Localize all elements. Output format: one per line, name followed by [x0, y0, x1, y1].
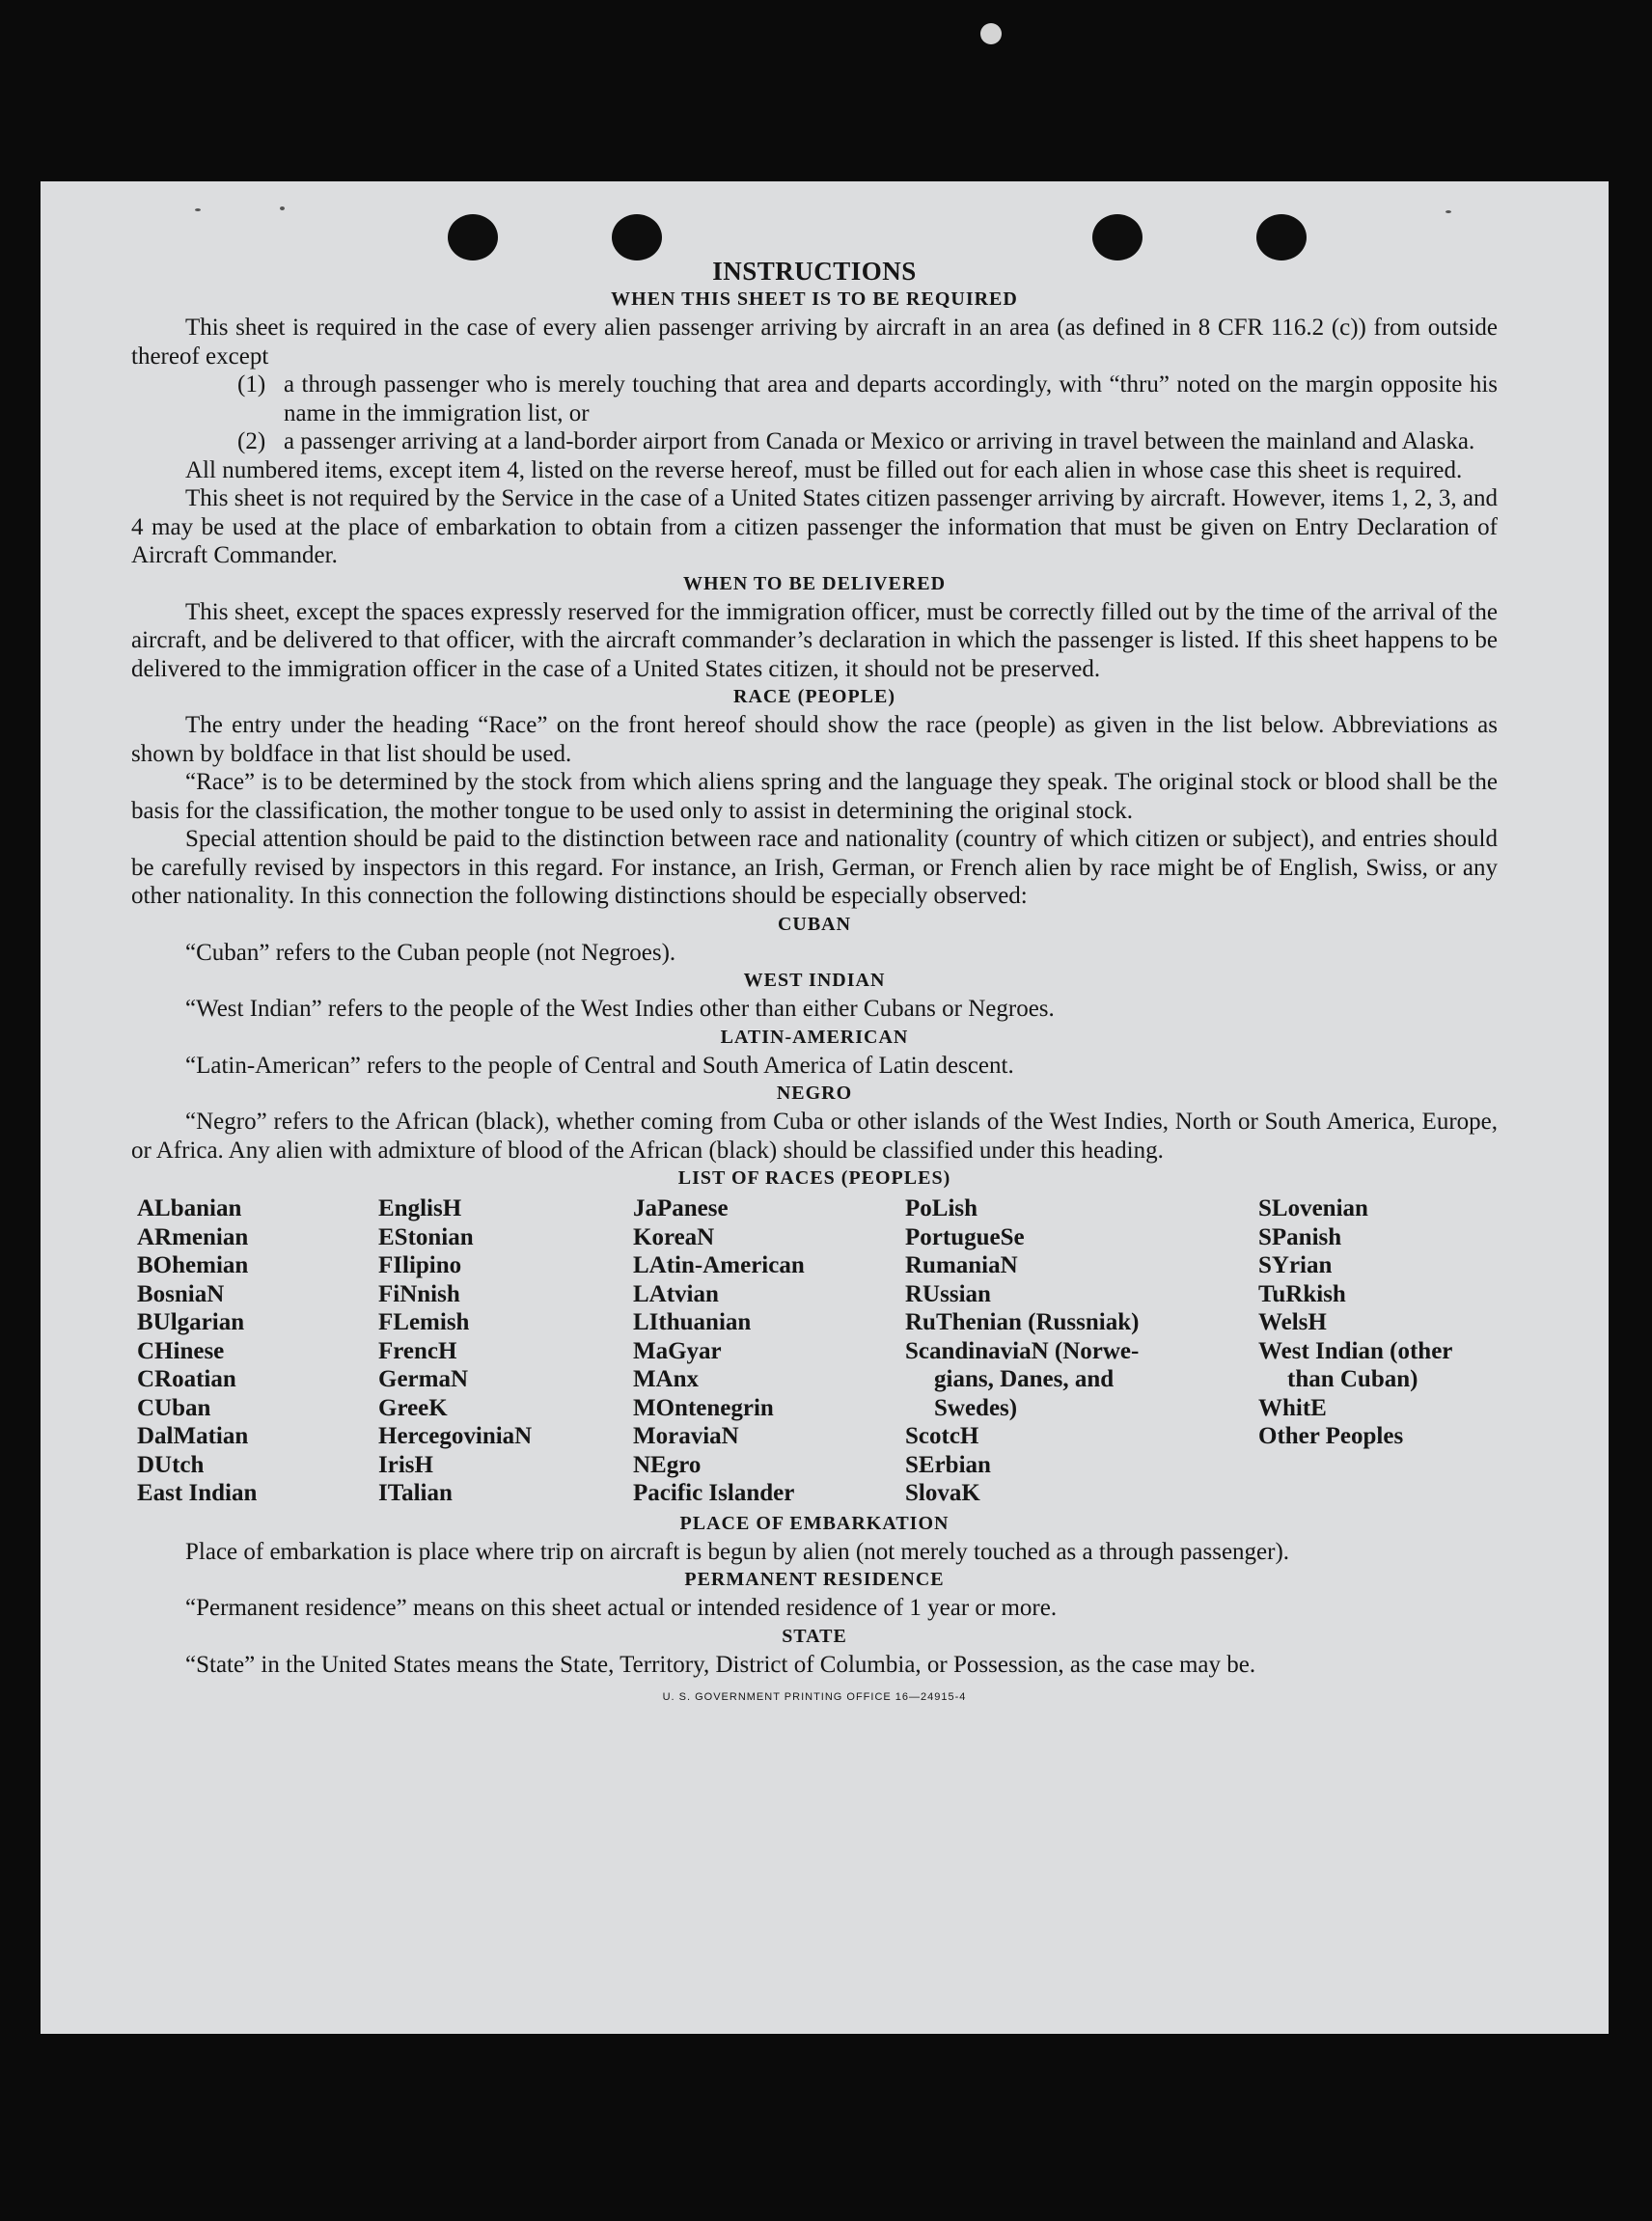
race-entry: WelsH: [1258, 1309, 1327, 1335]
race-entry: EStonian: [378, 1223, 474, 1250]
paragraph-cuban: “Cuban” refers to the Cuban people (not Negroes).: [185, 939, 676, 966]
race-entry: SYrian: [1258, 1252, 1333, 1278]
race-entry: MaGyar: [633, 1337, 722, 1364]
race-entry: SPanish: [1258, 1223, 1342, 1250]
race-entry: PoLish: [905, 1195, 978, 1221]
race-entry: ALbanian: [137, 1195, 242, 1221]
race-entry: HercegoviniaN: [378, 1423, 533, 1449]
section-heading-negro: NEGRO: [776, 1083, 853, 1104]
item-text: a through passenger who is merely touching that area and departs accordingly, with “thru” noted on the margin opposite his name in the immigration list, or: [284, 371, 1498, 426]
race-entry: IrisH: [378, 1451, 433, 1478]
paragraph-permanent-residence: “Permanent residence” means on this sheet actual or intended residence of 1 year or more.: [185, 1595, 1058, 1621]
section-heading-permanent-residence: PERMANENT RESIDENCE: [684, 1569, 945, 1590]
paragraph-state: “State” in the United States means the State, Territory, District of Columbia, or Possession, as the case may be.: [185, 1651, 1256, 1678]
race-entry: MOntenegrin: [633, 1394, 774, 1421]
numbered-item: [237, 427, 1498, 456]
section-heading-cuban: CUBAN: [777, 913, 852, 935]
race-entry: ARmenian: [137, 1223, 249, 1250]
race-entry: WhitE: [1258, 1394, 1327, 1421]
race-entry: DUtch: [137, 1451, 205, 1478]
race-entry: FLemish: [378, 1309, 470, 1335]
section-heading-state: STATE: [782, 1625, 847, 1647]
section-heading-when-delivered: WHEN TO BE DELIVERED: [682, 572, 947, 594]
race-entry: SLovenian: [1258, 1195, 1368, 1221]
race-entry: ScandinaviaN (Norwe-: [905, 1337, 1140, 1364]
race-list: [137, 1194, 1498, 1508]
punch-hole: [1256, 214, 1307, 260]
race-entry: PortugueSe: [905, 1223, 1025, 1250]
race-column: [378, 1194, 633, 1508]
race-entry: LIthuanian: [633, 1309, 752, 1335]
race-column: [137, 1194, 378, 1508]
paragraph-west-indian: “West Indian” refers to the people of the West Indies other than either Cubans or Negroes.: [185, 996, 1055, 1022]
race-entry: TuRkish: [1258, 1280, 1346, 1307]
section-heading-latin-american: LATIN-AMERICAN: [720, 1026, 909, 1048]
race-entry: CRoatian: [137, 1366, 236, 1392]
document-title: INSTRUCTIONS: [712, 257, 917, 286]
section-heading-list-of-races: LIST OF RACES (PEOPLES): [677, 1167, 951, 1189]
race-entry: FrencH: [378, 1337, 457, 1364]
race-column: [1258, 1194, 1503, 1508]
printing-office-imprint: U. S. GOVERNMENT PRINTING OFFICE 16—24915-4: [662, 1691, 967, 1703]
race-entry: BosniaN: [137, 1280, 225, 1307]
race-entry: MAnx: [633, 1366, 700, 1392]
race-entry: RumaniaN: [905, 1252, 1018, 1278]
paragraph-when-delivered: This sheet, except the spaces expressly reserved for the immigration officer, must be correctly filled out by the time of the arrival of the aircraft, and be delivered to that officer, with the aircraft commander’s declaration in which the passenger is listed. If this sheet happens to be delivered to the immigration officer in the case of a United States citizen, it should not be preserved.: [131, 598, 1498, 682]
section-heading-race: RACE (PEOPLE): [733, 686, 895, 707]
punch-hole: [1092, 214, 1143, 260]
punch-hole-top: [980, 23, 1002, 44]
paragraph-when-required-intro: This sheet is required in the case of every alien passenger arriving by aircraft in an area (as defined in 8 CFR 116.2 (c)) from outside thereof except: [131, 315, 1498, 370]
paragraph-race-2: “Race” is to be determined by the stock from which aliens spring and the language they speak. The original stock or blood shall be the basis for the classification, the mother tongue to be used only to assist in determining the original stock.: [131, 769, 1498, 824]
race-entry: gians, Danes, and: [934, 1366, 1115, 1392]
item-number: (1): [237, 371, 266, 398]
race-entry: East Indian: [137, 1480, 258, 1506]
race-entry: JaPanese: [633, 1195, 729, 1221]
race-entry: FiNnish: [378, 1280, 460, 1307]
paragraph-numbered-items: All numbered items, except item 4, listed on the reverse hereof, must be filled out for each alien in whose case this sheet is required.: [185, 456, 1463, 483]
race-column: [633, 1194, 905, 1508]
race-entry: CUban: [137, 1394, 211, 1421]
race-entry: SErbian: [905, 1451, 991, 1478]
race-entry: RuThenian (Russniak): [905, 1309, 1140, 1335]
paragraph-race-1: The entry under the heading “Race” on the front hereof should show the race (people) as given in the list below. Abbreviations as shown by boldface in that list should be used.: [131, 712, 1498, 767]
race-entry: DalMatian: [137, 1423, 249, 1449]
item-number: (2): [237, 428, 266, 454]
speck: [1446, 210, 1451, 213]
race-entry: SlovaK: [905, 1480, 980, 1506]
race-entry: EnglisH: [378, 1195, 462, 1221]
speck: [280, 206, 285, 210]
race-entry: NEgro: [633, 1451, 702, 1478]
race-entry: GreeK: [378, 1394, 448, 1421]
speck: [195, 208, 201, 211]
race-entry: BOhemian: [137, 1252, 249, 1278]
punch-hole: [448, 214, 498, 260]
punch-hole: [612, 214, 662, 260]
race-entry: KoreaN: [633, 1223, 715, 1250]
race-entry: West Indian (other: [1258, 1337, 1453, 1364]
instructions-content: [131, 257, 1498, 1706]
race-entry: Pacific Islander: [633, 1480, 795, 1506]
paragraph-negro: “Negro” refers to the African (black), whether coming from Cuba or other islands of the West Indies, North or South America, Europe, or Africa. Any alien with admixture of blood of the African (black) should be classified under this heading.: [131, 1109, 1498, 1164]
race-entry: CHinese: [137, 1337, 225, 1364]
section-heading-west-indian: WEST INDIAN: [743, 970, 886, 991]
race-entry: MoraviaN: [633, 1423, 739, 1449]
paragraph-place-of-embarkation: Place of embarkation is place where trip on aircraft is begun by alien (not merely touched as a through passenger).: [185, 1538, 1290, 1565]
race-entry: RUssian: [905, 1280, 991, 1307]
race-entry: than Cuban): [1287, 1366, 1418, 1392]
paragraph-race-3: Special attention should be paid to the distinction between race and nationality (country of which citizen or subject), and entries should be carefully revised by inspectors in this regard. For instance, an Irish, German, or French alien by race might be of English, Swiss, or any other nationality. In this connection the following distinctions should be especially observed:: [131, 826, 1498, 909]
race-entry: BUlgarian: [137, 1309, 245, 1335]
paragraph-latin-american: “Latin-American” refers to the people of Central and South America of Latin descent.: [185, 1052, 1014, 1079]
race-entry: ScotcH: [905, 1423, 979, 1449]
race-entry: Swedes): [934, 1394, 1018, 1421]
race-entry: LAtin-American: [633, 1252, 805, 1278]
race-entry: GermaN: [378, 1366, 469, 1392]
item-text: a passenger arriving at a land-border airport from Canada or Mexico or arriving in travel between the mainland and Alaska.: [284, 428, 1475, 454]
race-column: [905, 1194, 1258, 1508]
paragraph-citizen: This sheet is not required by the Service in the case of a United States citizen passenger arriving by aircraft. However, items 1, 2, 3, and 4 may be used at the place of embarkation to obtain from a citizen passenger the information that must be given on Entry Declaration of Aircraft Commander.: [131, 485, 1498, 568]
race-entry: LAtvian: [633, 1280, 719, 1307]
race-entry: ITalian: [378, 1480, 453, 1506]
race-entry: Other Peoples: [1258, 1423, 1404, 1449]
document-sheet: [41, 181, 1609, 2034]
section-heading-place-of-embarkation: PLACE OF EMBARKATION: [679, 1512, 950, 1534]
race-entry: FIlipino: [378, 1252, 462, 1278]
numbered-item: [237, 370, 1498, 427]
section-heading-when-required: WHEN THIS SHEET IS TO BE REQUIRED: [611, 288, 1018, 310]
